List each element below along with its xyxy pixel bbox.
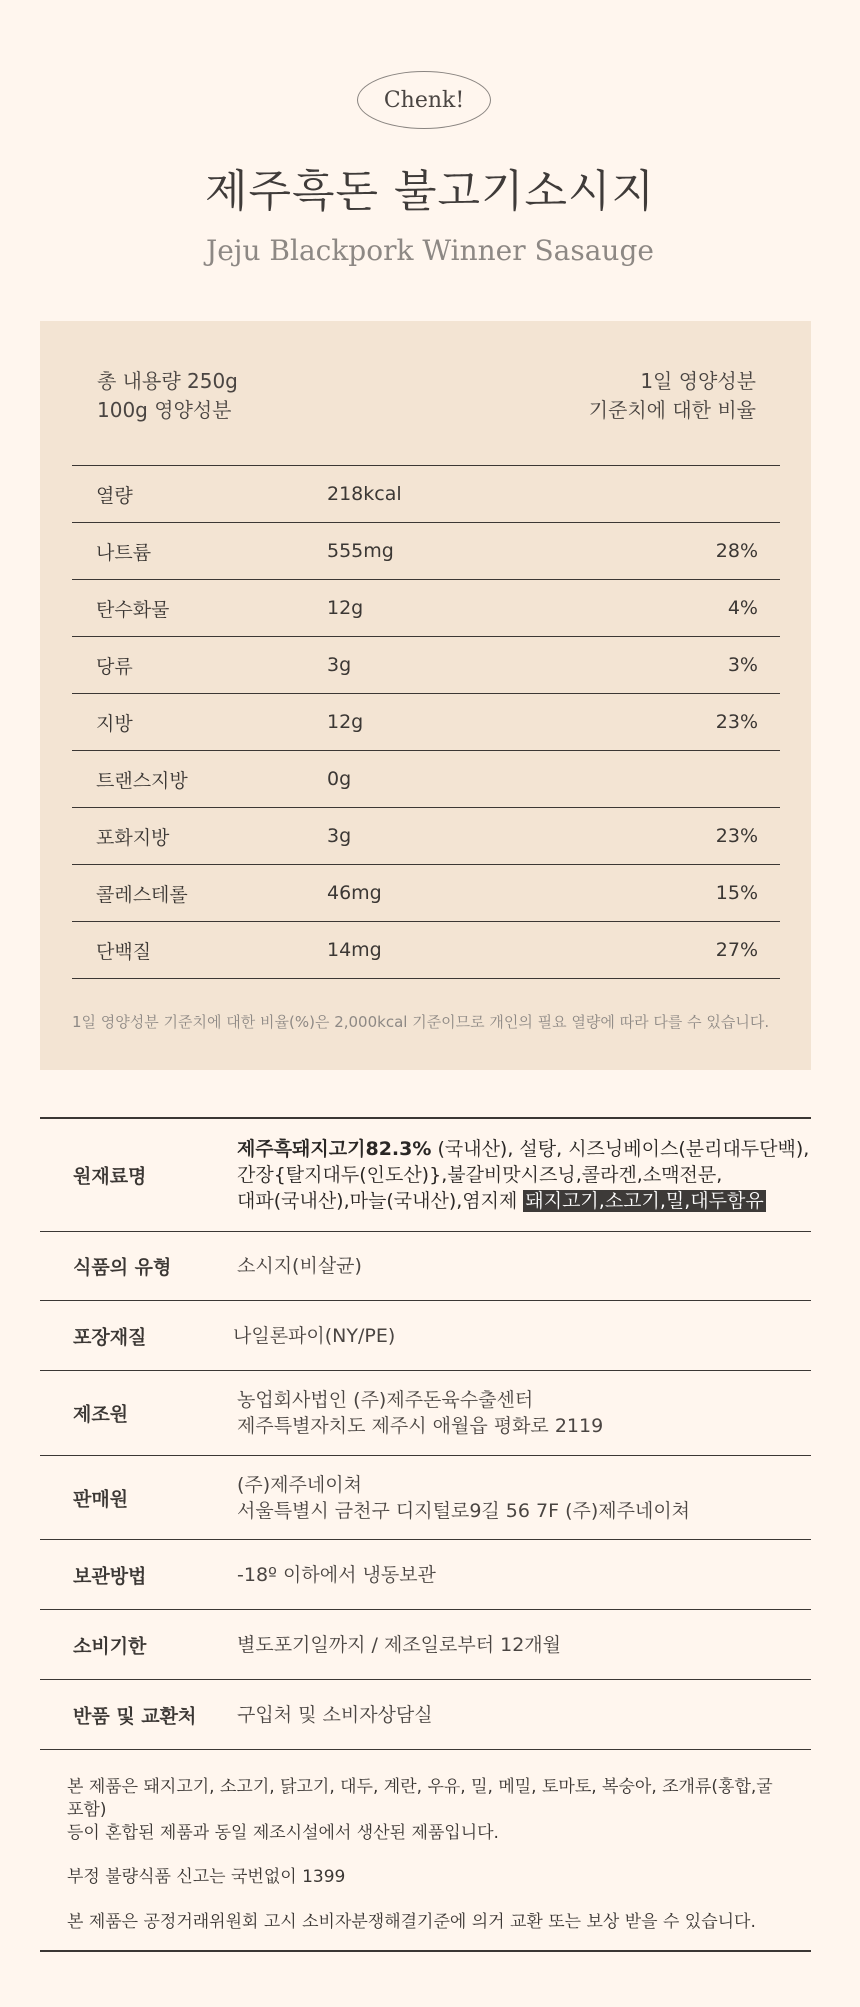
info-value — [237, 1472, 690, 1524]
nutrient-amount: 555mg — [327, 540, 394, 562]
nutrition-row-sodium — [72, 523, 780, 580]
nutrient-amount: 218kcal — [327, 483, 402, 505]
nutrient-percent: 23% — [715, 825, 758, 847]
daily-value-label: 1일 영양성분 — [640, 369, 756, 393]
info-row-seller — [40, 1456, 811, 1540]
info-row-returns — [40, 1680, 811, 1750]
info-row-manufacturer — [40, 1371, 811, 1456]
product-notes — [67, 1776, 787, 1934]
nutrient-amount: 46mg — [327, 882, 382, 904]
info-value: 소시지(비살균) — [237, 1255, 362, 1277]
nutrition-panel — [40, 321, 811, 1070]
nutrition-row-sugars — [72, 637, 780, 694]
nutrition-row-cholesterol — [72, 865, 780, 922]
nutrient-percent: 23% — [715, 711, 758, 733]
info-row-ingredients — [40, 1119, 811, 1232]
main-ingredient: 제주흑돼지고기82.3% — [237, 1138, 432, 1160]
info-label: 판매원 — [73, 1488, 129, 1510]
info-row-expiry — [40, 1610, 811, 1680]
nutrition-header-right — [589, 367, 756, 425]
nutrient-name: 트랜스지방 — [96, 769, 188, 792]
info-value: -18º 이하에서 냉동보관 — [237, 1563, 436, 1586]
nutrition-row-saturated-fat — [72, 808, 780, 865]
nutrient-amount: 0g — [327, 768, 352, 790]
info-value: 나일론파이(NY/PE) — [233, 1324, 396, 1347]
info-label: 원재료명 — [73, 1165, 147, 1188]
info-row-food-type — [40, 1232, 811, 1301]
nutrition-row-calories — [72, 466, 780, 523]
manufacturer-address: 제주특별자치도 제주시 애월읍 평화로 2119 — [237, 1415, 604, 1437]
nutrition-table — [72, 465, 780, 979]
ingredients-line-1: (국내산), 설탕, 시즈닝베이스(분리대두단백), — [431, 1138, 810, 1160]
info-label: 반품 및 교환처 — [73, 1705, 197, 1727]
info-label: 식품의 유형 — [73, 1256, 172, 1279]
brand-logo — [357, 71, 491, 129]
nutrition-row-carbohydrate — [72, 580, 780, 637]
ingredients-value — [237, 1136, 809, 1214]
nutrient-name: 탄수화물 — [96, 598, 170, 621]
info-row-storage — [40, 1540, 811, 1610]
info-label: 포장재질 — [73, 1326, 147, 1348]
product-info-table — [40, 1117, 811, 1750]
nutrition-row-fat — [72, 694, 780, 751]
info-label: 소비기한 — [73, 1635, 147, 1657]
nutrient-percent: 15% — [715, 882, 758, 904]
info-value: 별도포기일까지 / 제조일로부터 12개월 — [237, 1633, 562, 1656]
seller-name: (주)제주네이쳐 — [237, 1473, 362, 1496]
nutrient-percent: 28% — [715, 540, 758, 562]
product-subtitle: Jeju Blackpork Winner Sasauge — [206, 234, 654, 267]
ingredients-line-3: 대파(국내산),마늘(국내산),염지제 — [237, 1190, 524, 1212]
ratio-label: 기준치에 대한 비율 — [588, 398, 756, 422]
manufacturer-name: 농업회사법인 (주)제주돈육수출센터 — [237, 1389, 534, 1411]
nutrient-amount: 12g — [327, 597, 364, 619]
info-value: 구입처 및 소비자상담실 — [237, 1703, 433, 1726]
report-note: 부정 불량식품 신고는 국번없이 1399 — [67, 1867, 346, 1887]
nutrient-amount: 3g — [327, 654, 352, 676]
nutrient-name: 콜레스테롤 — [96, 883, 188, 906]
info-label: 보관방법 — [73, 1565, 147, 1587]
nutrition-row-protein — [72, 922, 780, 979]
logo-text: Chenk! — [383, 87, 465, 113]
nutrition-row-trans-fat — [72, 751, 780, 808]
compensation-note: 본 제품은 공정거래위원회 고시 소비자분쟁해결기준에 의거 교환 또는 보상 받을 수 있습니다. — [67, 1912, 756, 1932]
ingredients-line-2: 간장{탈지대두(인도산)},불갈비맛시즈닝,콜라겐,소맥전문, — [237, 1164, 723, 1186]
allergy-note-line-1: 본 제품은 돼지고기, 소고기, 닭고기, 대두, 계란, 우유, 밀, 메밀, 토마토, 복숭아, 조개류(홍합,굴포함) — [67, 1777, 773, 1820]
nutrient-amount: 12g — [327, 711, 364, 733]
per-100g-label: 100g 영양성분 — [97, 398, 232, 422]
nutrient-amount: 3g — [327, 825, 352, 847]
nutrient-percent: 4% — [727, 597, 758, 619]
total-content-label: 총 내용량 250g — [97, 369, 238, 393]
nutrition-footnote: 1일 영양성분 기준치에 대한 비율(%)은 2,000kcal 기준이므로 개인의 필요 열량에 따라 다를 수 있습니다. — [72, 1013, 770, 1031]
info-label: 제조원 — [73, 1403, 129, 1426]
nutrient-percent: 27% — [715, 939, 758, 961]
product-title: 제주흑돈 불고기소시지 — [204, 166, 656, 217]
info-value — [237, 1387, 603, 1439]
info-row-packaging — [40, 1301, 811, 1371]
nutrient-name: 지방 — [96, 712, 133, 735]
seller-address: 서울특별시 금천구 디지털로9길 56 7F (주)제주네이쳐 — [237, 1499, 691, 1522]
nutrient-name: 단백질 — [96, 940, 152, 963]
allergy-note-line-2: 등이 혼합된 제품과 동일 제조시설에서 생산된 제품입니다. — [67, 1823, 499, 1843]
nutrient-name: 포화지방 — [96, 826, 170, 849]
nutrient-name: 나트륨 — [96, 541, 152, 564]
allergen-highlight: 돼지고기,소고기,밀,대두함유 — [525, 1190, 764, 1212]
nutrition-header-left — [97, 367, 238, 425]
nutrient-percent: 3% — [727, 654, 758, 676]
nutrient-name: 당류 — [96, 655, 133, 678]
nutrient-amount: 14mg — [327, 939, 382, 961]
bottom-divider — [40, 1950, 811, 1952]
nutrient-name: 열량 — [96, 484, 133, 507]
